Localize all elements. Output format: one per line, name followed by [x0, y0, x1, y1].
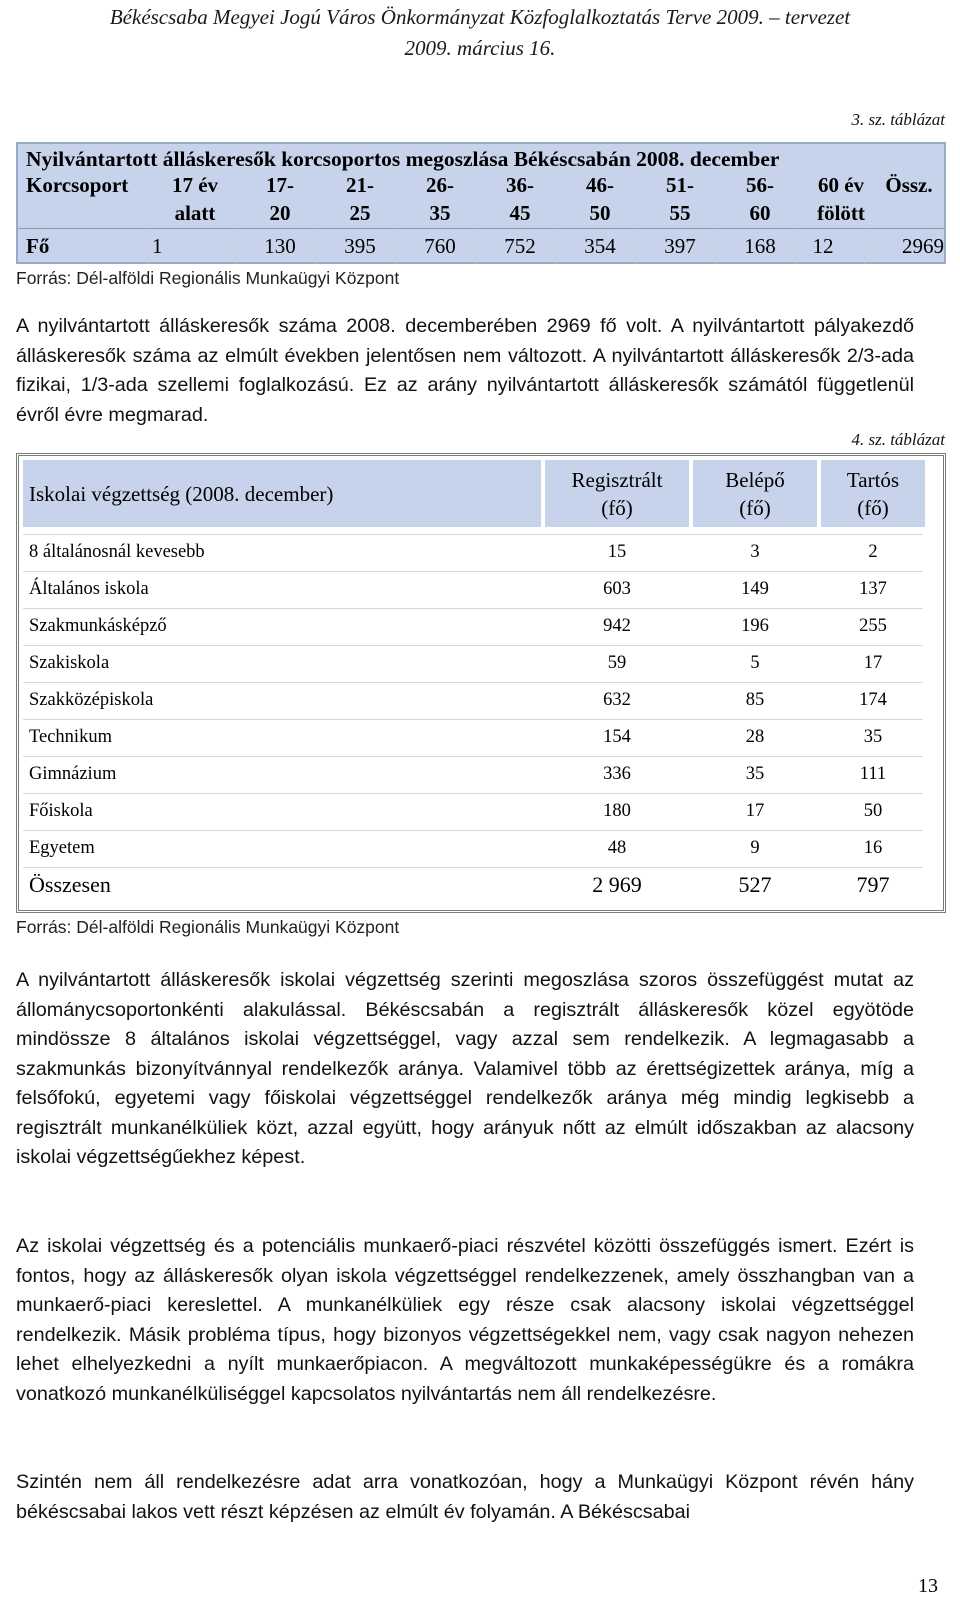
- paragraph-2: A nyilvántartott álláskeresők iskolai végzettség szerinti megoszlása szoros összefüggést mutat az állománycsoportonkénti alakulással. Békéscsabán a regisztrált álláskeresők közel egyötöde mindössze 8 általános iskolai végzettséggel, vagy azzal sem rendelkezik. A legmagasabb a szakmunkás bizonyítvánnyal rendelkezők aránya. Valamivel több az érettségizettek aránya, míg a felsőfokú, egyetemi vagy főiskolai végzettséggel rendelkezők aránya még mindig legkisebb a regisztrált munkanélküliek közt, azzal együtt, hogy arányuk nőtt az elmúlt időszakban az alacsony iskolai végzettségűekhez képest.: [16, 969, 914, 1168]
- header-line-2: 2009. március 16.: [404, 36, 556, 60]
- table1-col-header: 21- 25: [346, 173, 374, 225]
- table2-header-education: Iskolai végzettség (2008. december): [23, 460, 541, 527]
- row-registered: 48: [607, 838, 627, 858]
- row-longterm: 255: [859, 616, 887, 636]
- row-longterm: 137: [859, 579, 887, 599]
- page-header: [0, 2, 960, 64]
- table1-row-label-header: Korcsoport: [26, 173, 129, 197]
- row-registered: 942: [603, 616, 631, 636]
- table1-title: Nyilvántartott álláskeresők korcsoportos megoszlása Békéscsabán 2008. december: [26, 147, 780, 171]
- total-registered: 2 969: [592, 872, 642, 897]
- row-longterm: 174: [859, 690, 887, 710]
- paragraph-1: A nyilvántartott álláskeresők száma 2008. decemberében 2969 fő volt. A nyilvántartott pályakezdő álláskeresők száma az elmúlt években jelentősen nem változott. A nyilvántartott álláskeresők 2/3-ada fizikai, 1/3-ada szellemi foglalkozású. Ez az arány nyilvántartott álláskeresők számától függetlenül évről évre megmarad.: [16, 315, 914, 426]
- table-row: [23, 756, 923, 793]
- header-line-1: Békéscsaba Megyei Jogú Város Önkormányzat Közfoglalkoztatás Terve 2009. – tervezet: [109, 5, 851, 29]
- row-longterm: 16: [863, 838, 883, 858]
- row-label: Egyetem: [29, 838, 95, 858]
- row-registered: 336: [603, 764, 631, 784]
- table2-header-registered: Regisztrált (fő): [545, 460, 689, 527]
- row-label: Általános iskola: [29, 579, 149, 599]
- table1-col-header: 51- 55: [666, 173, 694, 225]
- education-table: [16, 453, 946, 913]
- table1-number: 3. sz. táblázat: [851, 110, 945, 129]
- table-row: [23, 645, 923, 682]
- table2-number: 4. sz. táblázat: [851, 430, 945, 449]
- table1-col-header: 36- 45: [506, 173, 534, 225]
- total-label: Összesen: [29, 872, 111, 897]
- row-registered: 154: [603, 727, 631, 747]
- table1-col-header: 56- 60: [746, 173, 774, 225]
- row-label: Gimnázium: [29, 764, 117, 784]
- row-longterm: 35: [863, 727, 883, 747]
- table1-value: 1: [152, 234, 163, 258]
- table1-value: 395: [344, 234, 376, 258]
- table-row: [23, 534, 923, 571]
- table1-value: 397: [664, 234, 696, 258]
- row-registered: 15: [607, 542, 627, 562]
- table-row: [23, 793, 923, 830]
- row-label: Szakmunkásképző: [29, 616, 167, 636]
- row-entering: 17: [745, 801, 765, 821]
- table1-value: 168: [744, 234, 776, 258]
- table1-col-header: 46- 50: [586, 173, 614, 225]
- table1-value-row: [18, 228, 944, 263]
- total-longterm: 797: [856, 872, 890, 897]
- row-label: Technikum: [29, 727, 112, 747]
- table2-header-row: [23, 460, 923, 527]
- row-registered: 59: [607, 653, 627, 673]
- table1-value: 752: [504, 234, 536, 258]
- table1-value: 354: [584, 234, 616, 258]
- table1-col-header: Össz.: [885, 173, 933, 197]
- total-entering: 527: [738, 872, 772, 897]
- table-row: [23, 608, 923, 645]
- page-number: 13: [918, 1575, 938, 1597]
- row-label: 8 általánosnál kevesebb: [29, 542, 205, 562]
- table2-header-longterm: Tartós (fő): [821, 460, 925, 527]
- paragraph-3: Az iskolai végzettség és a potenciális munkaerő-piaci részvétel közötti összefüggés ismert. Ezért is fontos, hogy az álláskeresők olyan iskola végzettséggel rendelkezzenek, amely összhangban van a munkaerő-piaci kereslettel. A munkanélküliek egy része csak alacsony iskolai végzettséggel rendelkezik. Másik probléma típus, hogy bizonyos végzettségekkel nem, vagy csak nagyon nehezen lehet elhelyezkedni a nyílt munkaerőpiacon. A megváltozott munkaképességükre és a romákra vonatkozó munkanélküliséggel kapcsolatos nyilvántartás nem áll rendelkezésre.: [16, 1235, 914, 1405]
- row-registered: 180: [603, 801, 631, 821]
- table1-col-header: 17- 20: [266, 173, 294, 225]
- table1-source: Forrás: Dél-alföldi Regionális Munkaügyi Központ: [16, 268, 400, 288]
- row-entering: 5: [750, 653, 760, 673]
- row-entering: 196: [741, 616, 769, 636]
- row-label: Főiskola: [29, 801, 93, 821]
- row-entering: 3: [750, 542, 760, 562]
- row-label: Szakközépiskola: [29, 690, 154, 710]
- row-entering: 35: [745, 764, 765, 784]
- table2-header-entering: Belépő (fő): [693, 460, 817, 527]
- row-registered: 603: [603, 579, 631, 599]
- row-entering: 28: [745, 727, 765, 747]
- table-row: [23, 682, 923, 719]
- table1-col-header: 26- 35: [426, 173, 454, 225]
- table-total-row: [23, 867, 923, 908]
- row-longterm: 17: [863, 653, 883, 673]
- table-row: [23, 719, 923, 756]
- table1-value: 2969: [902, 234, 944, 258]
- row-entering: 9: [750, 838, 760, 858]
- row-longterm: 50: [863, 801, 883, 821]
- table1-value: 760: [424, 234, 456, 258]
- row-entering: 85: [745, 690, 765, 710]
- table1-col-header: 60 év fölött: [817, 173, 865, 225]
- paragraph-4: Szintén nem áll rendelkezésre adat arra vonatkozóan, hogy a Munkaügyi Központ révén hány békéscsabai lakos vett részt képzésen az elmúlt év folyamán. A Békéscsabai: [16, 1471, 914, 1523]
- table1-col-header: 17 év alatt: [171, 173, 219, 225]
- table-row: [23, 830, 923, 867]
- table1-value-row-label: Fő: [26, 234, 50, 258]
- table1-value: 130: [264, 234, 296, 258]
- row-label: Szakiskola: [29, 653, 110, 673]
- row-longterm: 2: [868, 542, 878, 562]
- table2-source: Forrás: Dél-alföldi Regionális Munkaügyi Központ: [16, 917, 400, 937]
- row-entering: 149: [741, 579, 769, 599]
- row-longterm: 111: [859, 764, 887, 784]
- row-registered: 632: [603, 690, 631, 710]
- table1-value: 12: [812, 234, 834, 258]
- table-row: [23, 571, 923, 608]
- age-group-table: [16, 142, 946, 264]
